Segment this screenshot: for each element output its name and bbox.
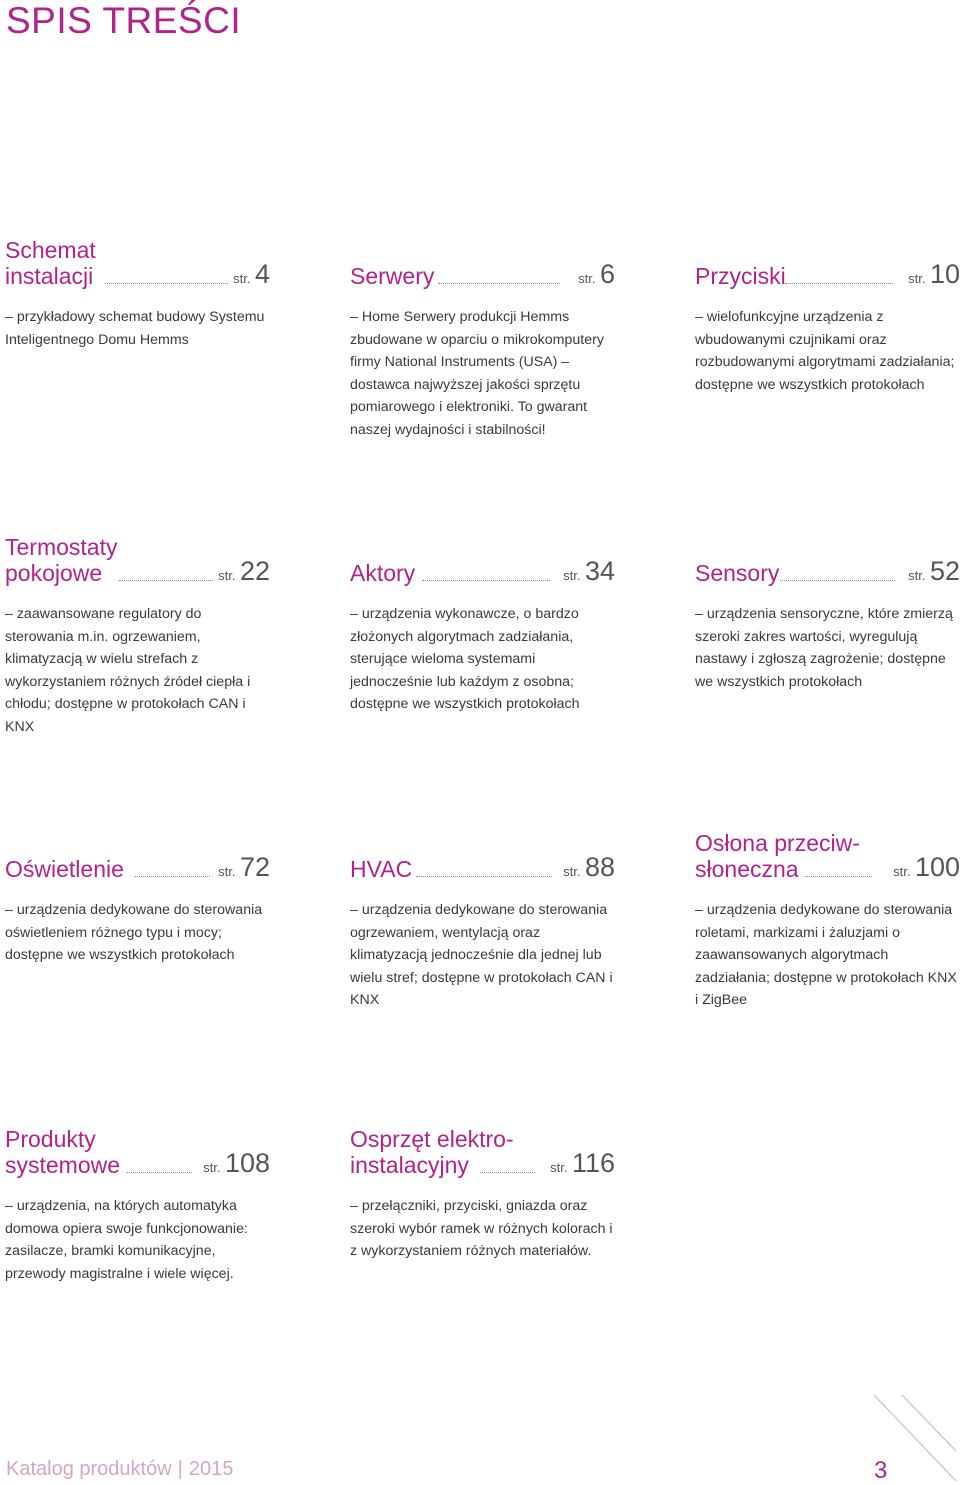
toc-entry-description: – urządzenia wykonawcze, o bardzo złożonych algorytmach zadziałania, sterujące wieloma systemami jednocześnie lub każdym z osobna; dostępne we wszystkich protokołach xyxy=(350,606,580,712)
toc-entry-title xyxy=(695,830,860,882)
toc-entry-title xyxy=(5,237,96,289)
toc-entry-description: – urządzenia dedykowane do sterowania oświetleniem różnego typu i mocy; dostępne we wszystkich protokołach xyxy=(5,902,263,963)
page-reference-number: 52 xyxy=(929,556,960,586)
page-reference-label: str. xyxy=(563,864,581,879)
page-reference xyxy=(563,852,615,883)
toc-entry-header xyxy=(695,237,960,289)
toc-entry-title-line: instalacyjny xyxy=(350,1152,469,1178)
toc-entry-header xyxy=(5,1126,270,1178)
toc-entry-header xyxy=(695,534,960,586)
page-reference-label: str. xyxy=(893,864,911,879)
toc-entry[interactable] xyxy=(5,534,270,738)
toc-entry-title-line: Produkty xyxy=(5,1126,96,1152)
toc-entry[interactable] xyxy=(695,237,960,396)
toc-entry-header xyxy=(5,534,270,586)
page-reference-label: str. xyxy=(563,568,581,583)
footer xyxy=(6,1458,233,1481)
toc-entry-title xyxy=(5,534,117,586)
page-reference-number: 88 xyxy=(584,852,615,882)
page-reference-number: 10 xyxy=(929,259,960,289)
page-reference-label: str. xyxy=(908,568,926,583)
toc-entry-title-line: Schemat xyxy=(5,237,96,263)
toc-entry-title-line: Termostaty xyxy=(5,534,118,560)
toc-entry-title xyxy=(350,1126,514,1178)
page-reference xyxy=(578,259,615,290)
footer-year: 2015 xyxy=(188,1458,234,1480)
toc-entry-title-line: instalacji xyxy=(5,263,94,289)
page-reference-label: str. xyxy=(550,1160,568,1175)
page-reference-number: 108 xyxy=(224,1148,270,1178)
page-reference-number: 4 xyxy=(254,259,270,289)
page-reference-label: str. xyxy=(578,271,596,286)
toc-entry-title-line: Aktory xyxy=(350,560,416,586)
page-reference-number: 34 xyxy=(584,556,615,586)
toc-entry-header xyxy=(695,830,960,882)
toc-entry-title-line: Sensory xyxy=(695,560,780,586)
toc-entry[interactable] xyxy=(350,830,615,1012)
toc-entry[interactable] xyxy=(695,534,960,693)
dotted-leader xyxy=(119,580,213,581)
page-reference xyxy=(908,259,960,290)
page-reference-number: 100 xyxy=(914,852,960,882)
page-reference-label: str. xyxy=(233,271,251,286)
toc-entry-title-line: Oświetlenie xyxy=(5,856,124,882)
toc-entry-title-line: Serwery xyxy=(350,263,435,289)
dotted-leader xyxy=(422,580,550,581)
toc-entry-title xyxy=(5,1126,120,1178)
toc-entry-header xyxy=(350,534,615,586)
toc-entry-title xyxy=(695,560,779,586)
toc-entry-title-line: słoneczna xyxy=(695,856,799,882)
dotted-leader xyxy=(480,1172,535,1173)
page-reference-label: str. xyxy=(203,1160,221,1175)
page-reference-label: str. xyxy=(218,864,236,879)
dotted-leader xyxy=(127,1172,192,1173)
toc-entry[interactable] xyxy=(350,1126,615,1263)
dotted-leader xyxy=(105,283,228,284)
dotted-leader xyxy=(416,876,552,877)
toc-entry-description: – urządzenia sensoryczne, które zmierzą szeroki zakres wartości, wyregulują nastawy i zgłoszą zagrożenie; dostępne we wszystkich protokołach xyxy=(695,606,953,690)
toc-entry-description: – zaawansowane regulatory do sterowania m.in. ogrzewaniem, klimatyzacją w wielu strefach z wykorzystaniem różnych źródeł ciepła i chłodu; dostępne w protokołach CAN i KNX xyxy=(5,606,251,735)
page-number: 3 xyxy=(874,1457,888,1484)
dotted-leader xyxy=(780,580,895,581)
toc-entry[interactable] xyxy=(350,534,615,716)
page-reference-number: 22 xyxy=(239,556,270,586)
footer-catalog-label: Katalog produktów xyxy=(6,1458,172,1480)
footer-separator: | xyxy=(177,1458,183,1480)
toc-entry-header xyxy=(350,830,615,882)
toc-entry-header xyxy=(350,237,615,289)
toc-entry-description: – urządzenia dedykowane do sterowania ogrzewaniem, wentylacją oraz klimatyzacją jednocześnie dla jednej lub wielu stref; dostępne w protokołach CAN i KNX xyxy=(350,902,613,1008)
toc-entry[interactable] xyxy=(350,237,615,441)
toc-entry[interactable] xyxy=(5,1126,270,1285)
toc-entry-title-line: systemowe xyxy=(5,1152,121,1178)
toc-entry-title xyxy=(695,263,786,289)
toc-entry[interactable] xyxy=(695,830,960,1012)
page-reference xyxy=(563,556,615,587)
toc-entry-description: – urządzenia dedykowane do sterowania roletami, markizami i żaluzjami o zaawansowanych algorytmach zadziałania; dostępne w protokołach KNX i ZigBee xyxy=(695,902,957,1008)
page-reference xyxy=(233,259,270,290)
dotted-leader xyxy=(135,876,210,877)
dotted-leader xyxy=(785,283,893,284)
toc-entry-title xyxy=(350,560,415,586)
toc-entry-title xyxy=(5,856,124,882)
toc-entry-title xyxy=(350,263,434,289)
page-reference-label: str. xyxy=(908,271,926,286)
toc-entry-description: – przykładowy schemat budowy Systemu Inteligentnego Domu Hemms xyxy=(5,309,265,348)
toc-entry-description: – wielofunkcyjne urządzenia z wbudowanymi czujnikami oraz rozbudowanymi algorytmami zadziałania; dostępne we wszystkich protokołach xyxy=(695,309,955,393)
toc-entry[interactable] xyxy=(5,237,270,351)
toc-entry-title-line: Przyciski xyxy=(695,263,786,289)
toc-entry-description: – urządzenia, na których automatyka domowa opiera swoje funkcjonowanie: zasilacze, bramki komunikacyjne, przewody magistralne i wiele więcej. xyxy=(5,1198,248,1282)
toc-entry-header xyxy=(5,237,270,289)
page-reference xyxy=(908,556,960,587)
page-reference xyxy=(218,556,270,587)
toc-entry-title-line: Osprzęt elektro- xyxy=(350,1126,514,1152)
toc-entry-description: – Home Serwery produkcji Hemms zbudowane w oparciu o mikrokomputery firmy National Instruments (USA) – dostawca najwyższej jakości sprzętu pomiarowego i elektroniki. To gwarant naszej wydajności i stabilności! xyxy=(350,309,604,438)
dotted-leader xyxy=(805,876,872,877)
toc-entry-title xyxy=(350,856,412,882)
page-reference xyxy=(203,1148,270,1179)
toc-entry-title-line: HVAC xyxy=(350,856,413,882)
page-reference xyxy=(893,852,960,883)
page-reference xyxy=(218,852,270,883)
toc-entry-title-line: Osłona przeciw- xyxy=(695,830,860,856)
toc-entry[interactable] xyxy=(5,830,270,967)
page-reference-number: 72 xyxy=(239,852,270,882)
page-reference-label: str. xyxy=(218,568,236,583)
toc-entry-header xyxy=(5,830,270,882)
page-title: SPIS TREŚCI xyxy=(6,0,242,41)
page-reference-number: 6 xyxy=(599,259,615,289)
page-reference-number: 116 xyxy=(571,1148,615,1178)
toc-entry-header xyxy=(350,1126,615,1178)
page-reference xyxy=(550,1148,615,1179)
toc-entry-description: – przełączniki, przyciski, gniazda oraz szeroki wybór ramek w różnych kolorach i z wykorzystaniem różnych materiałów. xyxy=(350,1198,613,1259)
dotted-leader xyxy=(438,283,560,284)
toc-entry-title-line: pokojowe xyxy=(5,560,103,586)
